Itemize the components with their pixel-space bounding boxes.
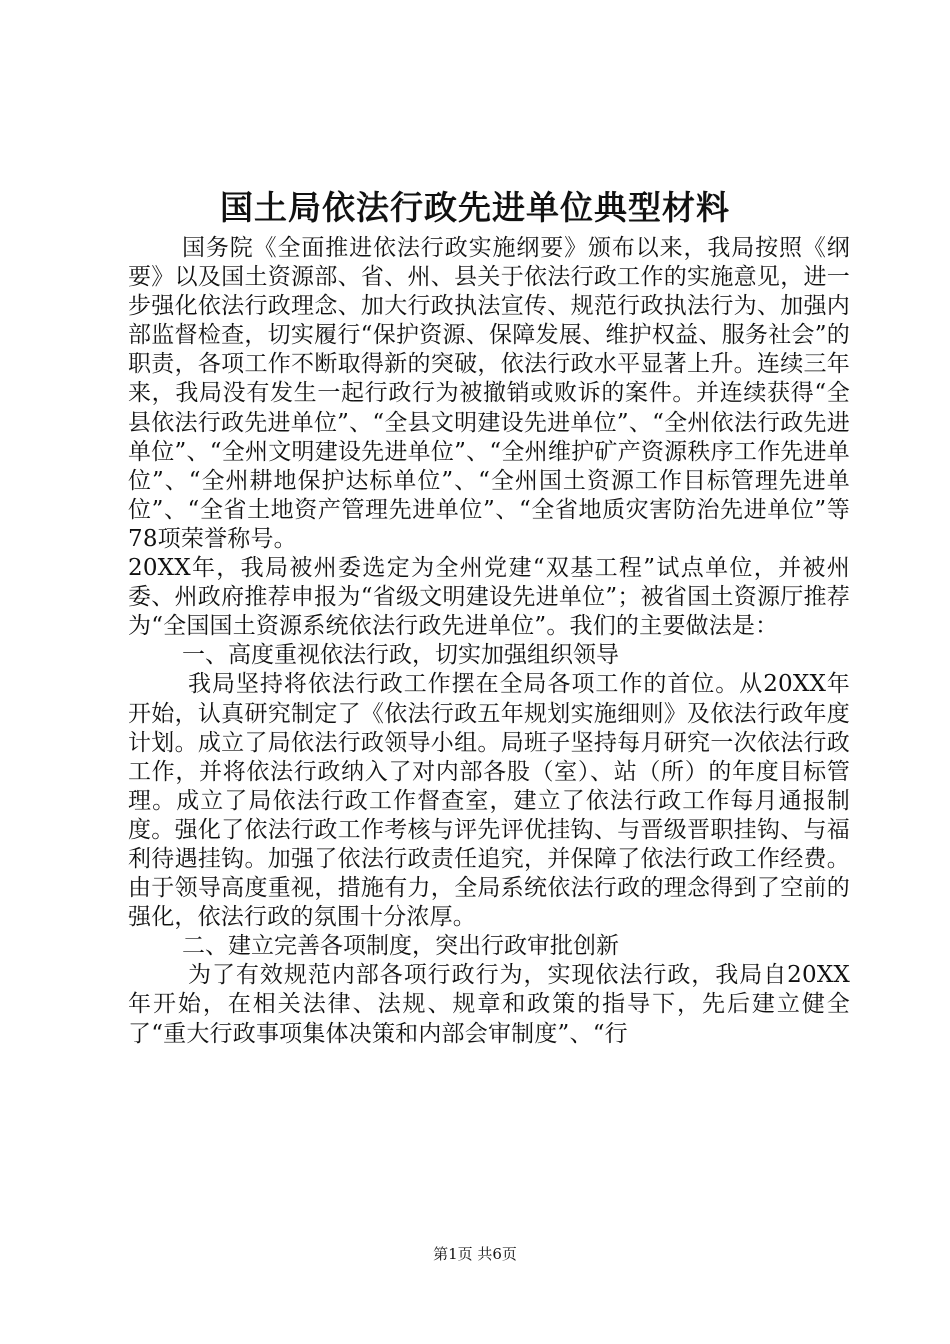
document-body [128, 234, 850, 1049]
section-2-paragraph: 为了有效规范内部各项行政行为，实现依法行政，我局自20XX年开始，在相关法律、法规、规章和政策的指导下，先后建立健全了“重大行政事项集体决策和内部会审制度”、“行 [128, 962, 850, 1047]
document-title: 国土局依法行政先进单位典型材料 [220, 188, 730, 227]
intro-paragraph: 国务院《全面推进依法行政实施纲要》颁布以来，我局按照《纲要》以及国土资源部、省、州、县关于依法行政工作的实施意见，进一步强化依法行政理念、加大行政执法宣传、规范行政执法行为、加强内部监督检查，切实履行“保护资源、保障发展、维护权益、服务社会”的职责，各项工作不断取得新的突破，依法行政水平显著上升。连续三年来，我局没有发生一起行政行为被撤销或败诉的案件。并连续获得“全县依法行政先进单位”、“全县文明建设先进单位”、“全州依法行政先进单位”、“全州文明建设先进单位”、“全州维护矿产资源秩序工作先进单位”、“全州耕地保护达标单位”、“全州国土资源工作目标管理先进单位”、“全省土地资产管理先进单位”、“全省地质灾害防治先进单位”等78项荣誉称号。 [128, 235, 850, 552]
page-footer: 第1页 共6页 [433, 1245, 517, 1263]
section-heading-1: 一、高度重视依法行政，切实加强组织领导 [182, 642, 619, 669]
section-1-paragraph: 我局坚持将依法行政工作摆在全局各项工作的首位。从20XX年开始，认真研究制定了《依法行政五年规划实施细则》及依法行政年度计划。成立了局依法行政领导小组。局班子坚持每月研究一次依法行政工作，并将依法行政纳入了对内部各股（室）、站（所）的年度目标管理。成立了局依法行政工作督查室，建立了依法行政工作每月通报制度。强化了依法行政工作考核与评先评优挂钩、与晋级晋职挂钩、与福利待遇挂钩。加强了依法行政责任追究，并保障了依法行政工作经费。由于领导高度重视，措施有力，全局系统依法行政的理念得到了空前的强化，依法行政的氛围十分浓厚。 [128, 671, 850, 931]
intro-paragraph-continued: 20XX年，我局被州委选定为全州党建“双基工程”试点单位，并被州委、州政府推荐申报为“省级文明建设先进单位”；被省国土资源厅推荐为“全国国土资源系统依法行政先进单位”。我们的主要做法是： [128, 555, 850, 640]
section-heading-2: 二、建立完善各项制度，突出行政审批创新 [182, 933, 619, 960]
